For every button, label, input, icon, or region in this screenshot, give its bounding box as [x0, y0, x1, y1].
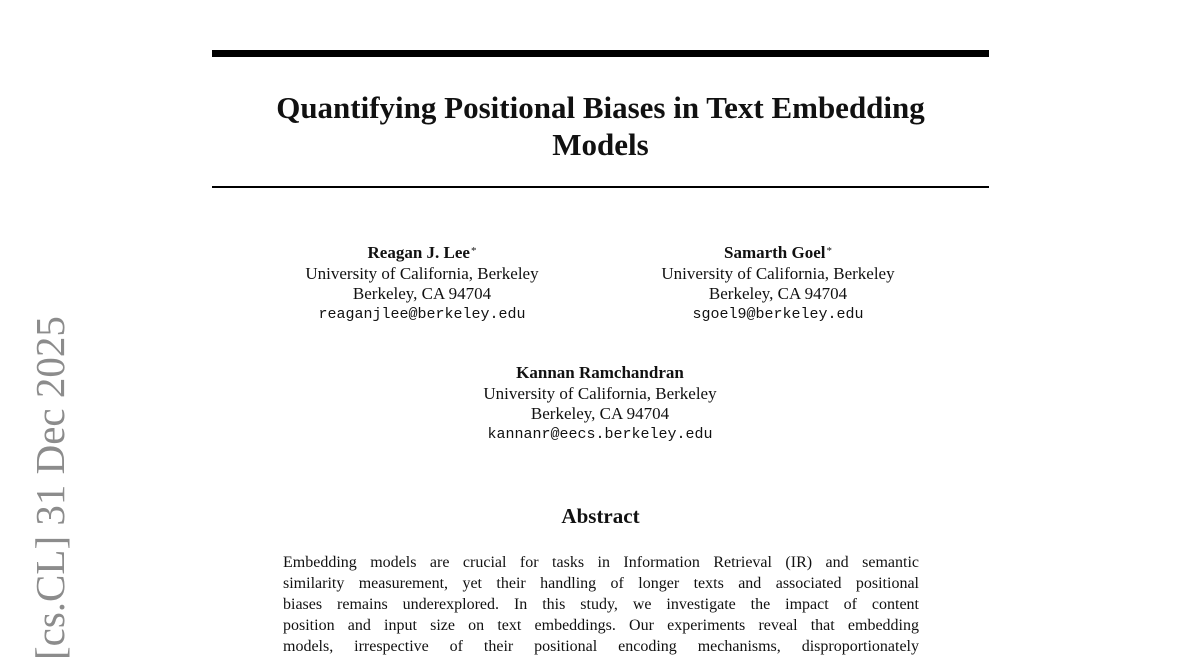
author-email[interactable]: kannanr@eecs.berkeley.edu	[487, 425, 713, 443]
author-address: Berkeley, CA 94704	[352, 284, 492, 303]
author-name: Samarth Goel	[723, 243, 826, 262]
title-line: Quantifying Positional Biases in Text Embedding	[276, 90, 925, 125]
paper-title	[212, 89, 989, 163]
author-address: Berkeley, CA 94704	[530, 404, 670, 423]
top-rule	[212, 50, 989, 57]
author-affiliation: University of California, Berkeley	[483, 383, 717, 403]
author-block	[262, 243, 582, 325]
equal-contribution-mark: *	[826, 245, 833, 257]
author-block	[440, 363, 760, 445]
abstract-text	[283, 552, 919, 657]
equal-contribution-mark: *	[470, 245, 477, 257]
author-address: Berkeley, CA 94704	[708, 284, 848, 303]
author-affiliation: University of California, Berkeley	[305, 263, 539, 283]
author-affiliation: University of California, Berkeley	[661, 263, 895, 283]
abstract-line: biases remains underexplored. In this study, we investigate the impact of content	[283, 596, 919, 613]
author-block	[618, 243, 938, 325]
abstract-line: position and input size on text embeddings. Our experiments reveal that embedding	[283, 617, 919, 634]
author-name: Reagan J. Lee	[367, 243, 470, 262]
title-bottom-rule	[212, 186, 989, 188]
author-name: Kannan Ramchandran	[516, 363, 684, 382]
abstract-heading: Abstract	[561, 504, 640, 528]
arxiv-sidebar-stamp: [cs.CL] 31 Dec 2025	[27, 316, 73, 660]
abstract-line: similarity measurement, yet their handling of longer texts and associated positional	[283, 575, 919, 592]
author-email[interactable]: sgoel9@berkeley.edu	[692, 305, 864, 323]
abstract-line: models, irrespective of their positional encoding mechanisms, disproportionately	[283, 638, 919, 655]
author-email[interactable]: reaganjlee@berkeley.edu	[318, 305, 526, 323]
abstract-line: Embedding models are crucial for tasks in Information Retrieval (IR) and semantic	[283, 554, 919, 571]
title-line: Models	[552, 127, 649, 162]
